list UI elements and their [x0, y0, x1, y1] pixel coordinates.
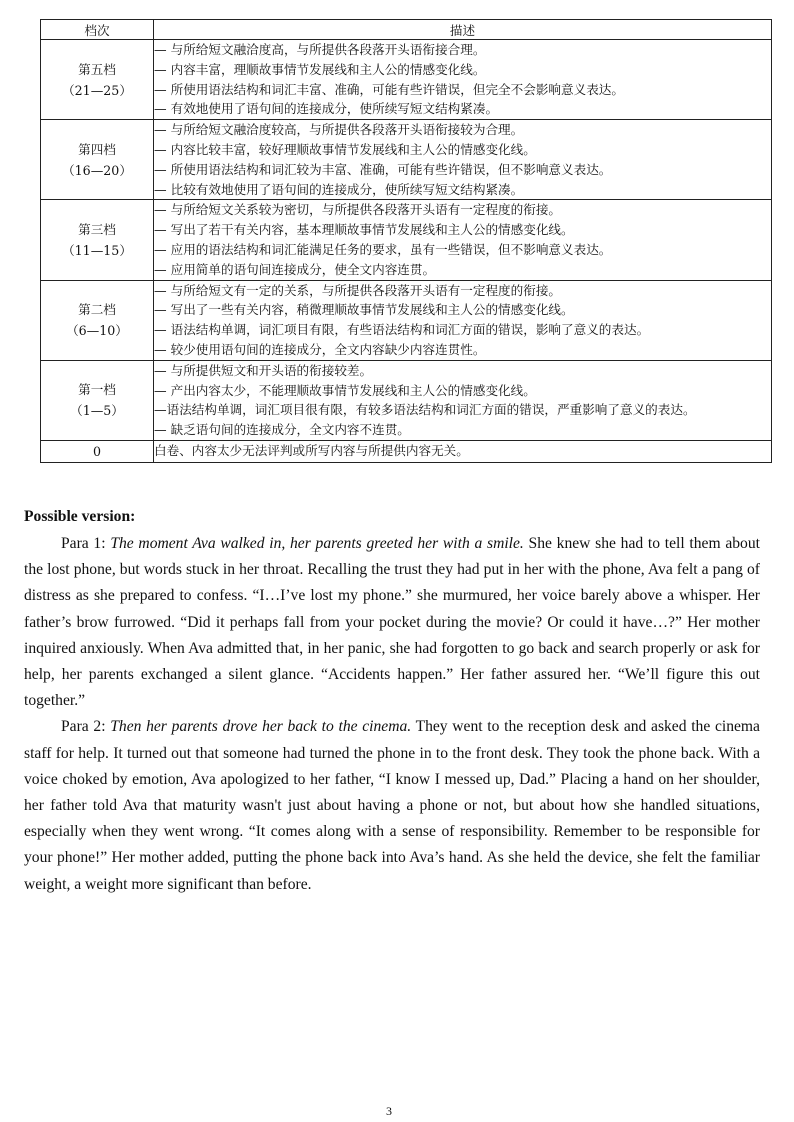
table-row: [41, 120, 772, 200]
table-row: [41, 280, 772, 360]
criterion: — 与所给短文关系较为密切，与所提供各段落开头语有一定程度的衔接。: [154, 202, 562, 218]
level-name: 0: [92, 443, 101, 459]
header-level: 档次: [41, 20, 154, 40]
level-cell: [41, 200, 154, 280]
criterion: — 产出内容太少，不能理顺故事情节发展线和主人公的情感变化线。: [154, 382, 536, 398]
criterion: — 较少使用语句间的连接成分，全文内容缺少内容连贯性。: [154, 341, 486, 357]
paragraph-1: [24, 531, 760, 714]
level-name: 第一档: [78, 382, 116, 398]
level-range: （6—10）: [66, 323, 128, 339]
criterion: — 所使用语法结构和词汇丰富、准确，可能有些许错误，但完全不会影响意义表达。: [154, 81, 624, 97]
level-range: （16—20）: [62, 162, 132, 178]
section-heading: Possible version:: [24, 508, 136, 525]
level-name: 第五档: [78, 61, 116, 77]
criterion: — 写出了若干有关内容，基本理顺故事情节发展线和主人公的情感变化线。: [154, 222, 574, 238]
description-cell: [154, 360, 772, 440]
table-row: [41, 440, 772, 462]
description-cell: [154, 280, 772, 360]
criterion: —语法结构单调，词汇项目很有限，有较多语法结构和词汇方面的错误，严重影响了意义的表达。: [154, 402, 696, 418]
criterion: — 缺乏语句间的连接成分，全文内容不连贯。: [154, 422, 410, 438]
para-body: She knew she had to tell them about the lost phone, but words stuck in her throat. Recalling the trust they had put in her with the phone, Ava felt a pang of distress as she prepared to confess. “I…I’ve lost my phone.” she murmured, her voice barely above a whisper. Her father’s brow furrowed. “Did it perhaps fall from your pocket during the movie? Or could it have…?” Her mother inquired anxiously. When Ava admitted that, in her panic, she had forgotten to go back and search properly or ask for help, her parents exchanged a silent glance. “Accidents happen.” Her father assured her. “We’ll figure this out together.”: [24, 535, 760, 710]
criterion: — 与所给短文融洽度较高，与所提供各段落开头语衔接较为合理。: [154, 122, 524, 138]
level-cell: [41, 40, 154, 120]
para-body: They went to the reception desk and asked the cinema staff for help. It turned out that someone had turned the phone in to the front desk. They took the phone back. With a voice choked by emotion, Ava apologized to her father, “I know I messed up, Dad.” Placing a hand on her shoulder, her father told Ava that maturity wasn't just about having a phone or not, but about how she handled situations, especially when they went wrong. “It comes along with a sense of responsibility. Remember to be responsible for your phone!” Her mother added, putting the phone back into Ava’s hand. As she held the device, she felt the familiar weight, a weight more significant than before.: [24, 718, 760, 893]
table-row: [41, 360, 772, 440]
scoring-rubric-table: [40, 19, 772, 463]
description-cell: [154, 440, 772, 462]
table-row: [41, 40, 772, 120]
level-name: 第二档: [78, 302, 116, 318]
criterion: — 所使用语法结构和词汇较为丰富、准确，可能有些许错误，但不影响意义表达。: [154, 161, 612, 177]
level-name: 第四档: [78, 141, 116, 157]
criterion: — 语法结构单调，词汇项目有限，有些语法结构和词汇方面的错误，影响了意义的表达。: [154, 322, 650, 338]
criterion: — 有效地使用了语句间的连接成分，使所续写短文结构紧凑。: [154, 101, 499, 117]
para-lead-sentence: The moment Ava walked in, her parents greeted her with a smile.: [110, 535, 524, 552]
header-description: 描述: [154, 20, 772, 40]
para-label: Para 1:: [61, 535, 106, 552]
criterion: 白卷、内容太少无法评判或所写内容与所提供内容无关。: [154, 442, 469, 458]
criterion: — 内容丰富，理顺故事情节发展线和主人公的情感变化线。: [154, 61, 486, 77]
description-cell: [154, 40, 772, 120]
page-number: 3: [386, 1104, 392, 1118]
level-cell: [41, 280, 154, 360]
description-cell: [154, 120, 772, 200]
table-row: [41, 200, 772, 280]
para-label: Para 2:: [61, 718, 106, 736]
criterion: — 与所给短文融洽度高，与所提供各段落开头语衔接合理。: [154, 42, 486, 57]
level-cell: [41, 440, 154, 462]
criterion: — 比较有效地使用了语句间的连接成分，使所续写短文结构紧凑。: [154, 181, 524, 197]
level-cell: [41, 120, 154, 200]
level-cell: [41, 360, 154, 440]
criterion: — 应用的语法结构和词汇能满足任务的要求，虽有一些错误，但不影响意义表达。: [154, 241, 612, 257]
criterion: — 内容比较丰富，较好理顺故事情节发展线和主人公的情感变化线。: [154, 141, 536, 157]
criterion: — 与所给短文有一定的关系，与所提供各段落开头语有一定程度的衔接。: [154, 282, 562, 298]
para-lead-sentence: Then her parents drove her back to the cinema.: [110, 718, 412, 736]
description-cell: [154, 200, 772, 280]
level-name: 第三档: [78, 221, 116, 237]
table-header-row: [41, 20, 772, 40]
criterion: — 与所提供短文和开头语的衔接较差。: [154, 362, 373, 378]
level-range: （21—25）: [62, 82, 132, 98]
possible-version-section: [24, 506, 760, 898]
paragraph-2: [24, 714, 760, 897]
level-range: （11—15）: [62, 242, 132, 258]
level-range: （1—5）: [70, 403, 124, 419]
criterion: — 写出了一些有关内容，稍微理顺故事情节发展线和主人公的情感变化线。: [154, 302, 574, 318]
criterion: — 应用简单的语句间连接成分，使全文内容连贯。: [154, 261, 436, 277]
